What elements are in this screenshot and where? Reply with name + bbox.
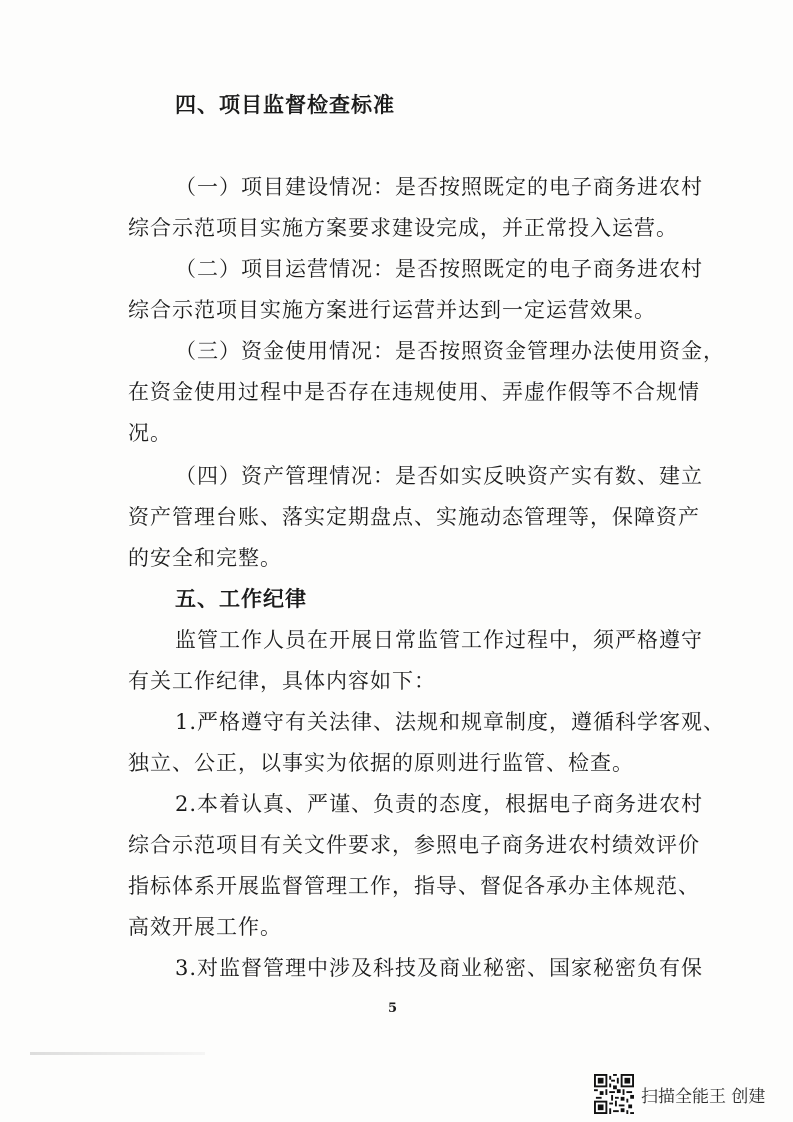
paragraph-5-line-1: 监管工作人员在开展日常监管工作过程中，须严格遵守 [175, 628, 703, 652]
paragraph-1-line-2: 综合示范项目实施方案要求建设完成，并正常投入运营。 [128, 216, 678, 240]
page-number: 5 [388, 1001, 398, 1016]
paragraph-3-line-3: 况。 [128, 421, 172, 445]
paragraph-4-line-2: 资产管理台账、落实定期盘点、实施动态管理等，保障资产 [128, 505, 700, 529]
paragraph-2-line-1: （二）项目运营情况：是否按照既定的电子商务进农村 [175, 257, 703, 281]
paragraph-3-line-2: 在资金使用过程中是否存在违规使用、弄虚作假等不合规情 [128, 380, 700, 404]
list-item-1-line-1: 1.严格遵守有关法律、法规和规章制度，遵循科学客观、 [175, 710, 726, 734]
list-item-2-line-4: 高效开展工作。 [128, 915, 282, 939]
list-item-2-line-1: 2.本着认真、严谨、负责的态度，根据电子商务进农村 [175, 792, 704, 816]
section-heading-5: 五、工作纪律 [175, 587, 307, 611]
list-item-2-line-2: 综合示范项目有关文件要求，参照电子商务进农村绩效评价 [128, 833, 700, 857]
paragraph-4-line-1: （四）资产管理情况：是否如实反映资产实有数、建立 [175, 464, 703, 488]
scanner-watermark [594, 1074, 765, 1114]
watermark-text: 扫描全能王 创建 [641, 1086, 766, 1107]
paragraph-4-line-3: 的安全和完整。 [128, 546, 282, 570]
paragraph-1-line-1: （一）项目建设情况：是否按照既定的电子商务进农村 [175, 175, 703, 199]
scan-artifact [30, 1052, 205, 1055]
paragraph-5-line-2: 有关工作纪律，具体内容如下： [128, 669, 436, 693]
qr-code-icon [594, 1074, 634, 1114]
list-item-3-line-1: 3.对监督管理中涉及科技及商业秘密、国家秘密负有保 [175, 956, 704, 980]
list-item-1-line-2: 独立、公正，以事实为依据的原则进行监管、检查。 [128, 751, 634, 775]
list-item-2-line-3: 指标体系开展监督管理工作，指导、督促各承办主体规范、 [128, 874, 700, 898]
paragraph-2-line-2: 综合示范项目实施方案进行运营并达到一定运营效果。 [128, 298, 656, 322]
paragraph-3-line-1: （三）资金使用情况：是否按照资金管理办法使用资金， [175, 339, 725, 363]
section-heading-4: 四、项目监督检查标准 [175, 93, 395, 117]
